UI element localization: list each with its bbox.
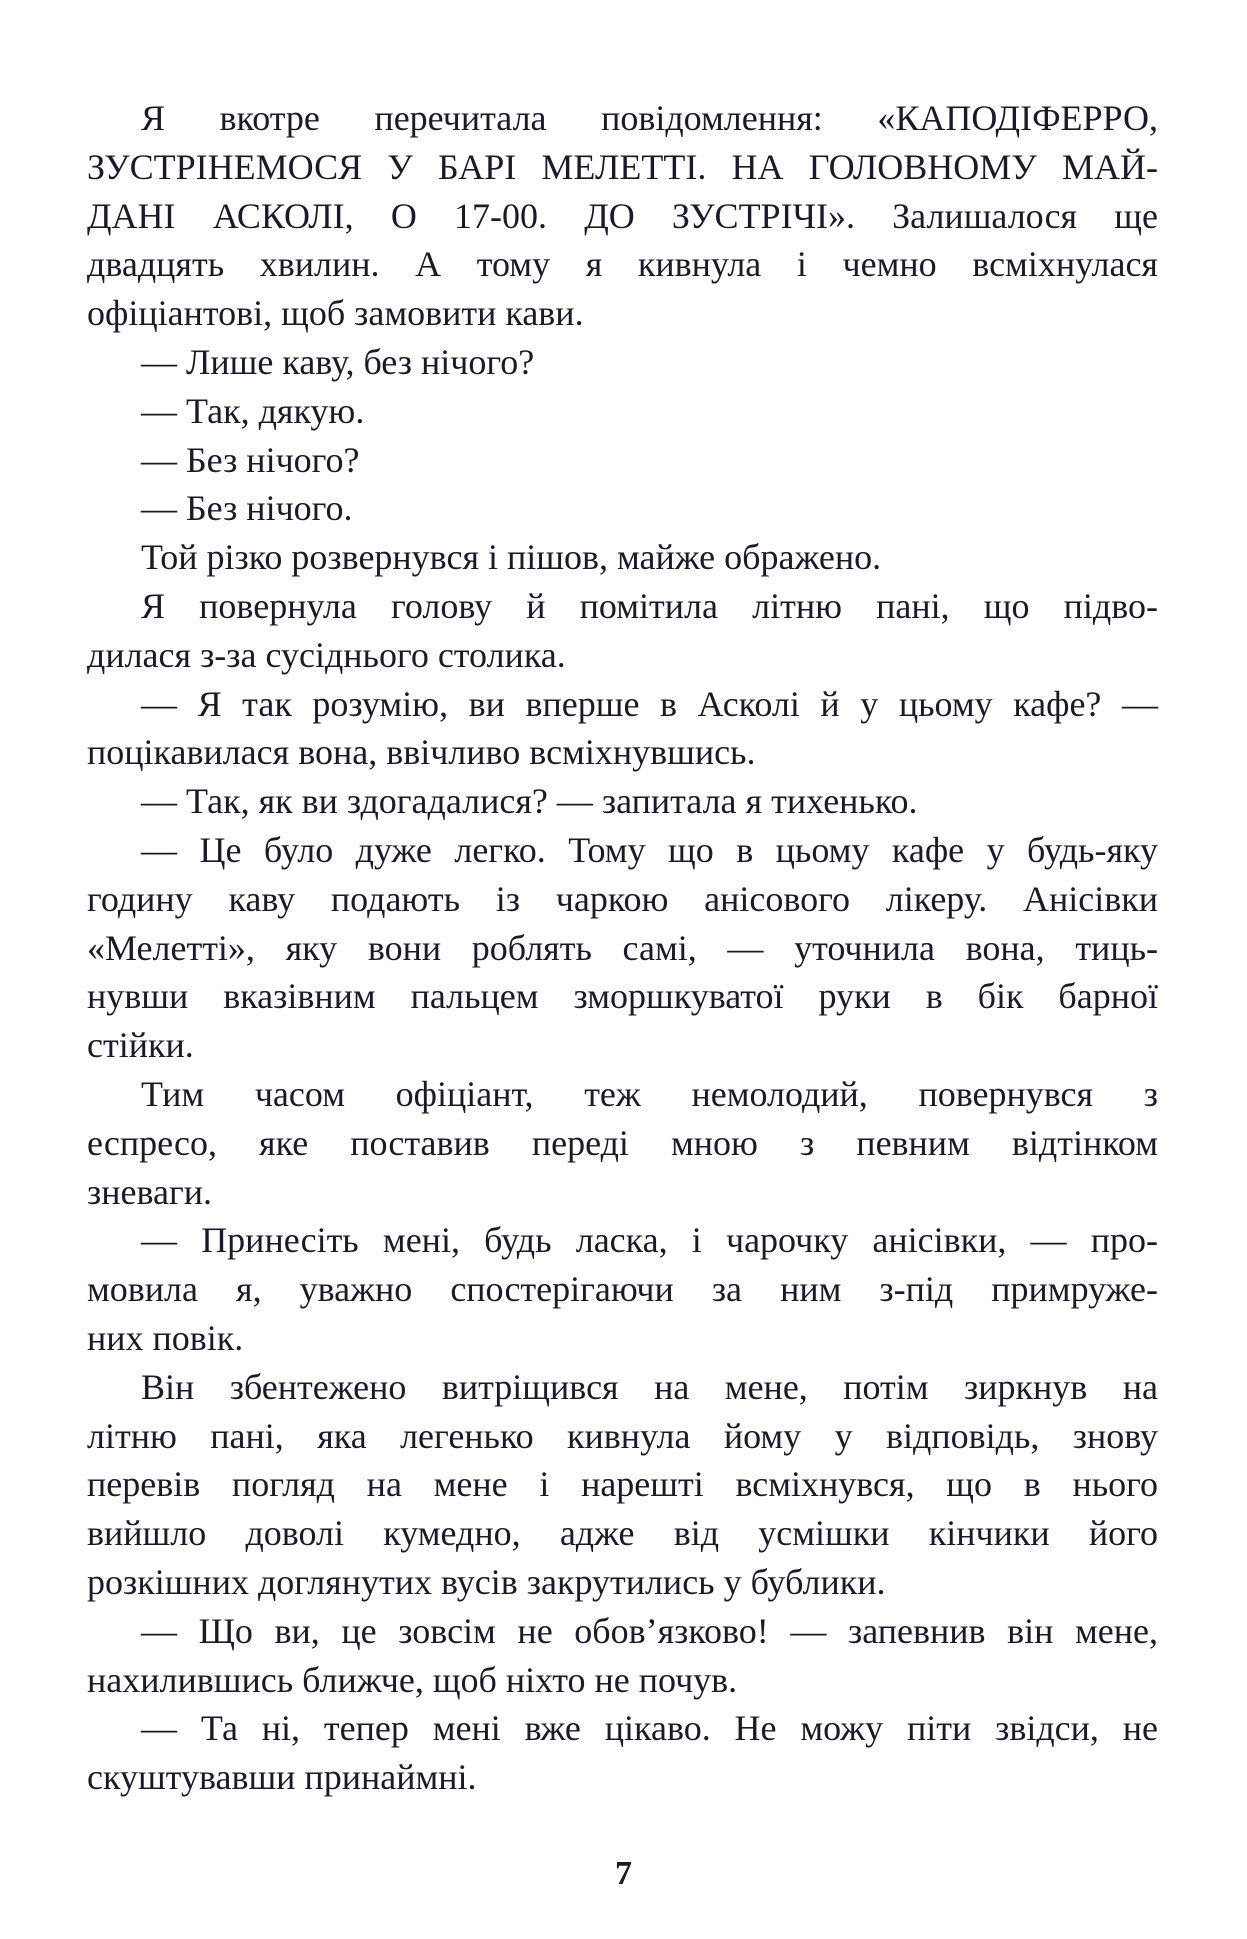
text-line: стійки. [87,1025,194,1066]
text-line: — Це було дуже легко. Тому що в цьому кафе у будь-яку [141,829,1158,870]
text-line: скуштувавши принаймні. [87,1757,477,1798]
text-line: дилася з-за сусіднього столика. [87,634,566,675]
text-line: — Що ви, це зовсім не обов’язково! — запевнив він мене, [141,1610,1158,1651]
text-line: — Я так розумію, ви вперше в Асколі й у цьому кафе? — [141,683,1158,724]
text-line: — Без нічого. [141,488,353,529]
text-line: «Мелетті», яку вони роблять самі, — уточнила вона, тиць- [87,927,1158,968]
paragraph [87,533,1158,582]
paragraph [87,582,1158,680]
text-line: — Принесіть мені, будь ласка, і чарочку анісівки, — про- [141,1220,1158,1261]
text-line: — Без нічого? [141,439,360,480]
text-line: них повік. [87,1317,244,1358]
text-line: — Так, дякую. [141,390,365,431]
text-line: еспресо, яке поставив переді мною з певним відтінком [87,1122,1158,1163]
text-line: перевів погляд на мене і нарешті всміхнувся, що в нього [87,1464,1158,1505]
text-line: — Та ні, тепер мені вже цікаво. Не можу піти звідси, не [141,1708,1158,1749]
paragraph [87,338,1158,387]
paragraph [87,1216,1158,1362]
paragraph [87,1070,1158,1216]
text-line: — Так, як ви здогадалися? — запитала я тихенько. [141,781,918,822]
text-line: нахилившись ближче, щоб ніхто не почув. [87,1659,738,1700]
paragraph [87,1363,1158,1607]
text-line: ЗУСТРІНЕМОСЯ У БАРІ МЕЛЕТТІ. НА ГОЛОВНОМУ МАЙ- [87,146,1158,187]
text-line: двадцять хвилин. А тому я кивнула і чемно всміхнулася [87,244,1158,285]
paragraph [87,436,1158,485]
paragraph [87,1704,1158,1802]
text-line: зневаги. [87,1171,212,1212]
text-line: розкішних доглянутих вусів закрутились у бублики. [87,1561,886,1602]
text-line: Він збентежено витріщився на мене, потім зиркнув на [141,1366,1158,1407]
text-line: мовила я, уважно спостерігаючи за ним з-під примруже- [87,1269,1158,1310]
text-line: Той різко розвернувся і пішов, майже ображено. [141,537,882,578]
text-line: Я вкотре перечитала повідомлення: «КАПОДІФЕРРО, [141,98,1158,138]
text-line: нувши вказівним пальцем зморшкуватої руки в бік барної [87,976,1158,1017]
paragraph [87,387,1158,436]
text-line: офіціантові, щоб замовити кави. [87,293,584,334]
paragraph [87,1607,1158,1705]
text-line: літню пані, яка легенько кивнула йому у відповідь, знову [87,1415,1158,1456]
paragraph [87,94,1158,338]
text-line: Тим часом офіціант, теж немолодий, повернувся з [141,1073,1158,1114]
text-line: — Лише каву, без нічого? [141,341,535,382]
text-line: ДАНІ АСКОЛІ, О 17-00. ДО ЗУСТРІЧІ». Залишалося ще [87,195,1158,236]
paragraph [87,777,1158,826]
page-number: 7 [615,1855,632,1892]
page-body [87,94,1158,1802]
text-line: поцікавилася вона, ввічливо всміхнувшись. [87,732,756,773]
text-line: Я повернула голову й помітила літню пані, що підво- [141,585,1158,626]
text-line: вийшло доволі кумедно, адже від усмішки кінчики його [87,1513,1158,1554]
paragraph [87,484,1158,533]
paragraph [87,680,1158,778]
paragraph [87,826,1158,1070]
text-line: годину каву подають із чаркою анісового лікеру. Анісівки [87,878,1158,919]
